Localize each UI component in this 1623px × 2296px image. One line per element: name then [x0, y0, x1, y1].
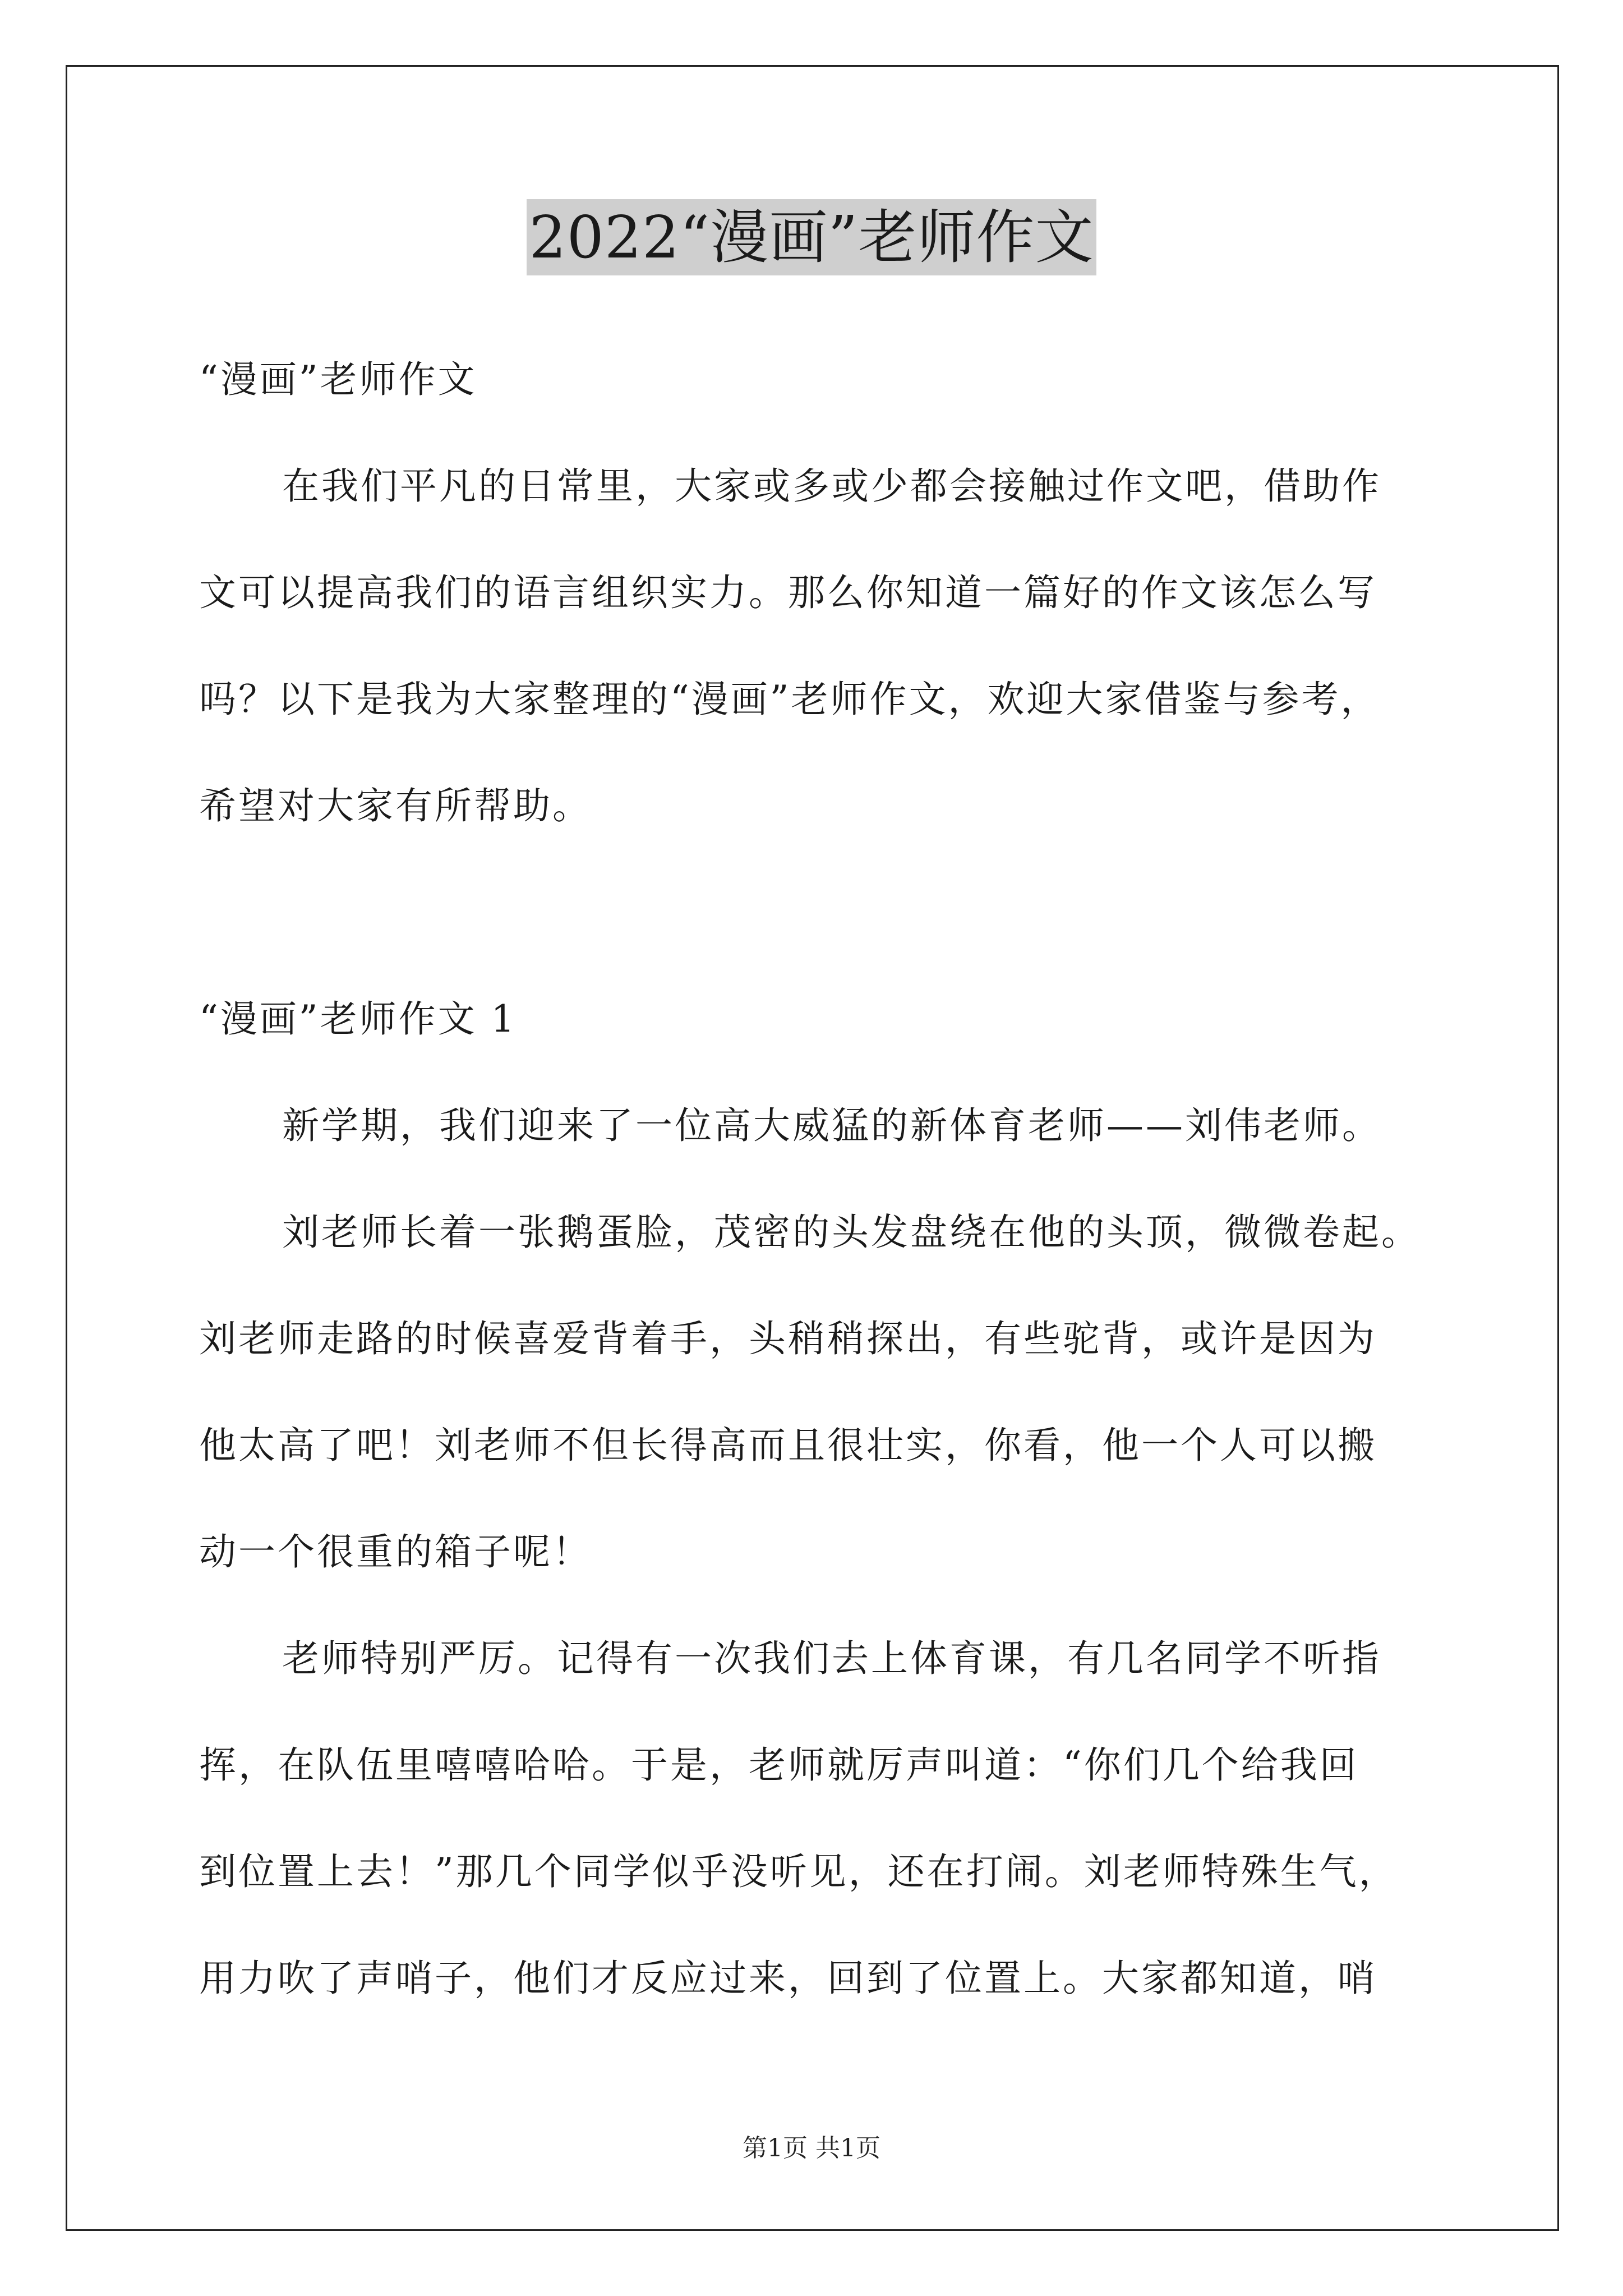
title-block: [0, 199, 1623, 275]
body-line: 到位置上去！”那几个同学似乎没听见，还在打闹。刘老师特殊生气，: [199, 1850, 1398, 1893]
body-line: 动一个很重的箱子呢！: [199, 1530, 592, 1573]
body-line: 希望对大家有所帮助。: [199, 784, 592, 827]
body-line: 新学期，我们迎来了一位高大威猛的新体育老师——刘伟老师。: [282, 1104, 1381, 1147]
body-line: 用力吹了声哨子，他们才反应过来，回到了位置上。大家都知道，哨: [199, 1957, 1377, 2000]
subtitle-line: “漫画”老师作文: [199, 358, 477, 401]
body-line: 他太高了吧！刘老师不但长得高而且很壮实，你看，他一个人可以搬: [199, 1424, 1377, 1467]
section-heading: “漫画”老师作文 1: [199, 997, 517, 1041]
body-line: 刘老师走路的时候喜爱背着手，头稍稍探出，有些驼背，或许是因为: [199, 1317, 1377, 1360]
body-line: 老师特别严厉。记得有一次我们去上体育课，有几名同学不听指: [282, 1637, 1381, 1680]
document-title: 2022“漫画”老师作文: [527, 199, 1096, 275]
page-footer: 第1页 共1页: [743, 2134, 880, 2162]
body-line: 刘老师长着一张鹅蛋脸，茂密的头发盘绕在他的头顶，微微卷起。: [282, 1211, 1421, 1254]
body-line: 挥，在队伍里嘻嘻哈哈。于是，老师就厉声叫道：“你们几个给我回: [199, 1743, 1359, 1787]
body-line: 在我们平凡的日常里，大家或多或少都会接触过作文吧，借助作: [282, 464, 1381, 508]
body-line: 吗？以下是我为大家整理的“漫画”老师作文，欢迎大家借鉴与参考，: [199, 678, 1380, 721]
body-line: 文可以提高我们的语言组织实力。那么你知道一篇好的作文该怎么写: [199, 571, 1377, 614]
